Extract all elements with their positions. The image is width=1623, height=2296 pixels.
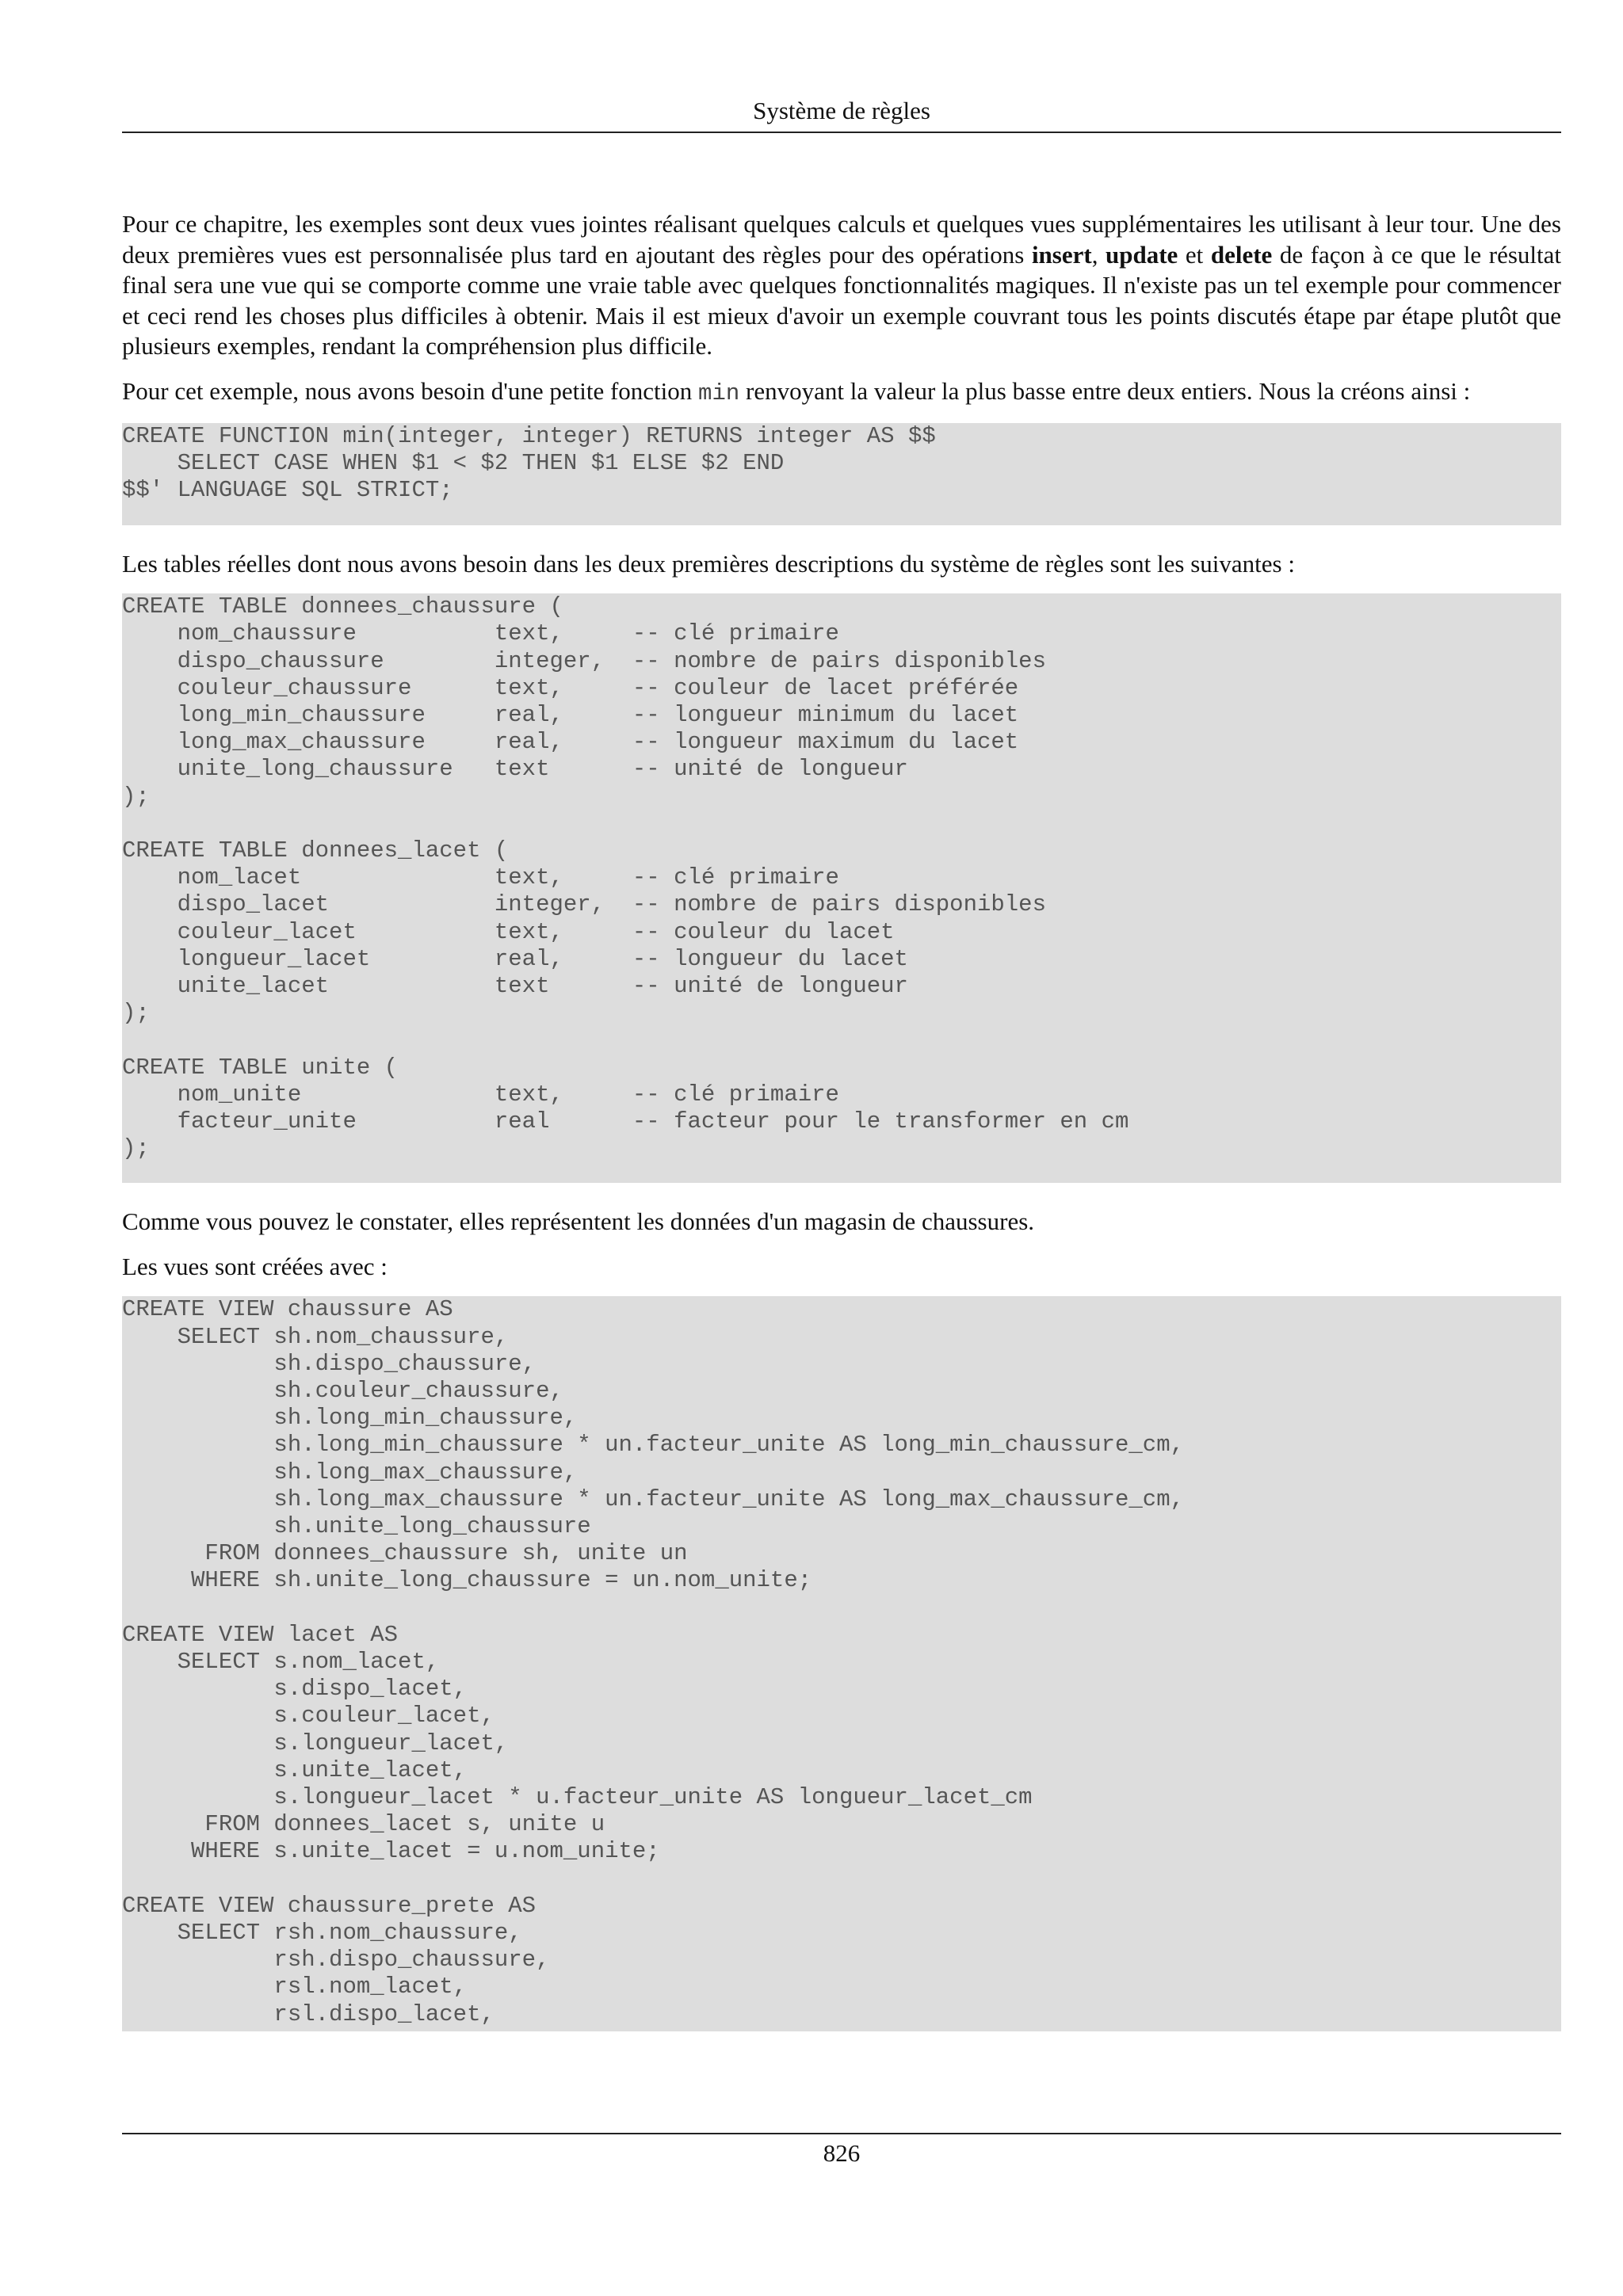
function-text-end: renvoyant la valeur la plus basse entre deux entiers. Nous la créons ainsi : xyxy=(739,376,1471,405)
page-content xyxy=(122,209,1561,2055)
keyword-insert: insert xyxy=(1031,240,1092,269)
intro-text-end: de façon à ce que le résultat final sera une vue qui se comporte comme une vraie table avec quelques fonctionnalités magiques. Il n'existe pas un tel exemple pour commencer et ceci rend les choses plus difficiles à obtenir. Mais il est mieux d'avoir un exemple couvrant tous les points discutés étape par étape plutôt que plusieurs exemples, rendant la compréhension plus difficile. xyxy=(122,240,1561,360)
intro-separator-1: , xyxy=(1091,240,1106,269)
page-footer xyxy=(122,2133,1561,2171)
intro-separator-2: et xyxy=(1178,240,1211,269)
function-text-start: Pour cet exemple, nous avons besoin d'une petite fonction xyxy=(122,376,699,405)
function-paragraph xyxy=(122,376,1561,410)
intro-paragraph xyxy=(122,209,1561,362)
shop-paragraph: Comme vous pouvez le constater, elles représentent les données d'un magasin de chaussures. xyxy=(122,1207,1035,1236)
keyword-update: update xyxy=(1106,240,1178,269)
page-number: 826 xyxy=(823,2139,861,2167)
code-block-tables: CREATE TABLE donnees_chaussure ( nom_chaussure text, -- clé primaire dispo_chaussure integer, -- nombre de pairs disponibles couleur_chaussure text, -- couleur de lacet préférée long_min_chaussure real, -- longueur minimum du lacet long_max_chaussure real, -- longueur maximum du lacet unite_long_chaussure text -- unité de longueur ); CREATE TABLE donnees_lacet ( nom_lacet text, -- clé primaire dispo_lacet integer, -- nombre de pairs disponibles couleur_lacet text, -- couleur du lacet longueur_lacet real, -- longueur du lacet unite_lacet text -- unité de longueur ); CREATE TABLE unite ( nom_unite text, -- clé primaire facteur_unite real -- facteur pour le transformer en cm ); xyxy=(122,593,1561,1183)
keyword-delete: delete xyxy=(1210,240,1273,269)
tables-intro-paragraph: Les tables réelles dont nous avons besoin dans les deux premières descriptions du système de règles sont les suivantes : xyxy=(122,549,1295,578)
running-header: Système de règles xyxy=(122,93,1561,133)
code-block-function: CREATE FUNCTION min(integer, integer) RETURNS integer AS $$ SELECT CASE WHEN $1 < $2 THEN $1 ELSE $2 END $$' LANGUAGE SQL STRICT; xyxy=(122,423,1561,525)
document-page xyxy=(122,0,1561,2296)
inline-code-min: min xyxy=(698,379,740,406)
views-intro-paragraph: Les vues sont créées avec : xyxy=(122,1252,388,1280)
intro-text-start: Pour ce chapitre, les exemples sont deux vues jointes réalisant quelques calculs et quelques vues supplémentaires les utilisant à leur tour. Une des deux premières vues est personnalisée plus tard en ajoutant des règles pour des opérations xyxy=(122,210,1561,269)
code-block-views: CREATE VIEW chaussure AS SELECT sh.nom_chaussure, sh.dispo_chaussure, sh.couleur_chaussure, sh.long_min_chaussure, sh.long_min_chaussure * un.facteur_unite AS long_min_chaussure_cm, sh.long_max_chaussure, sh.long_max_chaussure * un.facteur_unite AS long_max_chaussure_cm, sh.unite_long_chaussure FROM donnees_chaussure sh, unite un WHERE sh.unite_long_chaussure = un.nom_unite; CREATE VIEW lacet AS SELECT s.nom_lacet, s.dispo_lacet, s.couleur_lacet, s.longueur_lacet, s.unite_lacet, s.longueur_lacet * u.facteur_unite AS longueur_lacet_cm FROM donnees_lacet s, unite u WHERE s.unite_lacet = u.nom_unite; CREATE VIEW chaussure_prete AS SELECT rsh.nom_chaussure, rsh.dispo_chaussure, rsl.nom_lacet, rsl.dispo_lacet, xyxy=(122,1296,1561,2031)
